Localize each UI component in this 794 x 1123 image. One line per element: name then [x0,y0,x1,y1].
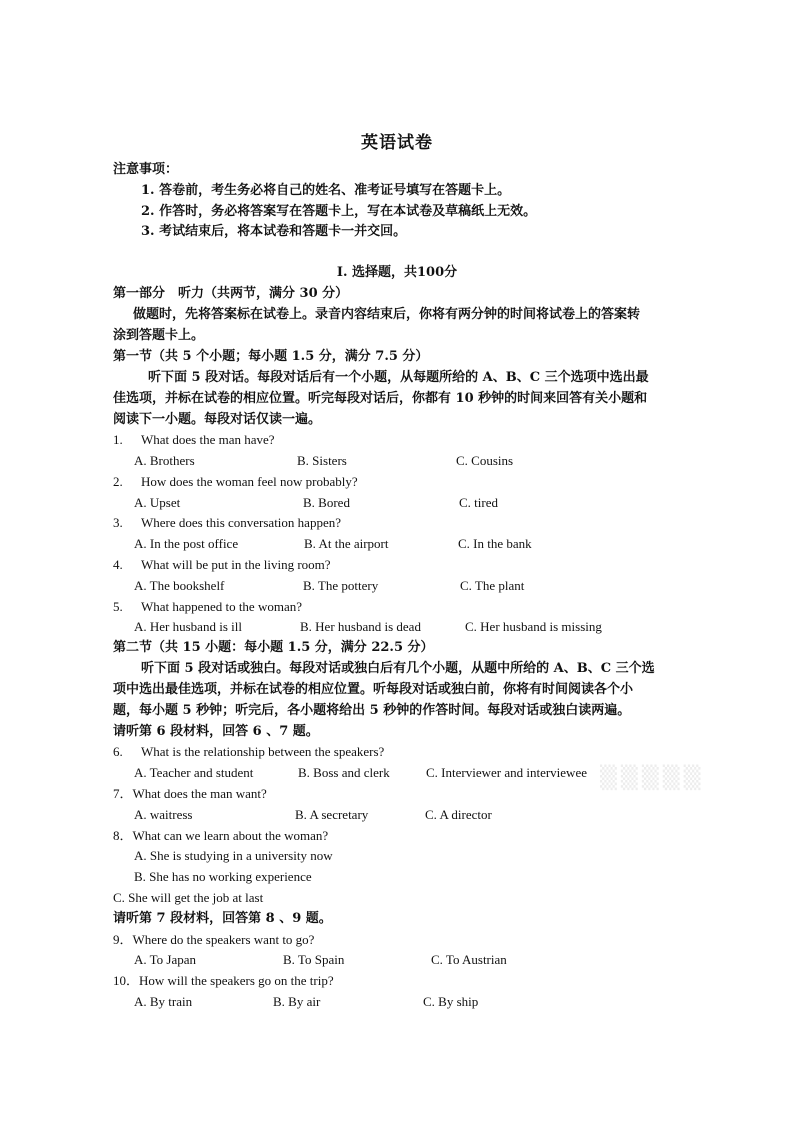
question-text: What will be put in the living room? [141,557,331,572]
question-number: 9． [113,932,133,947]
option-c: C. Interviewer and interviewee [426,765,587,780]
notice-item-3: 3. 考试结束后，将本试卷和答题卡一并交回。 [141,224,407,239]
question-number: 2. [113,474,123,489]
section2-instruction-line: 题，每小题 5 秒钟；听完后，各小题将给出 5 秒钟的作答时间。每段对话或独白读两遍。 [113,703,631,718]
notice-item-2: 2. 作答时，务必将答案写在答题卡上，写在本试卷及草稿纸上无效。 [141,204,537,219]
section2-heading: 第二节（共 15 小题：每小题 1.5 分，满分 22.5 分） [113,640,434,655]
question-body: Where do the speakers want to go? [132,932,315,947]
page-title: 英语试卷 [361,133,433,153]
question-number: 1. [113,432,123,447]
option-c: C. By ship [423,994,479,1009]
question-number: 8． [113,828,133,843]
section2-instruction-line: 听下面 5 段对话或独白。每段对话或独白后有几个小题，从题中所给的 A、B、C 三个选 [141,661,655,676]
question-text: What does the man have? [141,432,275,447]
material-6-heading: 请听第 6 段材料，回答 6 、7 题。 [113,724,319,739]
question-number: 7． [113,786,133,801]
option-b: B. Sisters [297,453,347,468]
option-b: B. Her husband is dead [300,619,421,634]
question-number: 6. [113,744,123,759]
option-c: C. She will get the job at last [113,890,264,905]
question-number: 5. [113,599,123,614]
option-b: B. At the airport [304,536,389,551]
option-b: B. Boss and clerk [298,765,390,780]
question-text: What is the relationship between the speakers? [141,744,385,759]
question-text: What happened to the woman? [141,599,302,614]
option-b: B. She has no working experience [134,869,312,884]
section1-instruction-line: 佳选项，并标在试卷的相应位置。听完每段对话后，你都有 10 秒钟的时间来回答有关小题和 [113,391,648,406]
option-a: A. In the post office [134,536,239,551]
question-body: What can we learn about the woman? [132,828,329,843]
option-a: A. To Japan [134,952,197,967]
section1-heading: 第一节（共 5 个小题；每小题 1.5 分，满分 7.5 分） [113,349,429,364]
question-text: Where does this conversation happen? [141,515,341,530]
section1-instruction-line: 听下面 5 段对话。每段对话后有一个小题，从每题所给的 A、B、C 三个选项中选出最 [148,370,649,385]
section-header: I. 选择题，共100分 [336,265,458,280]
question-text: How does the woman feel now probably? [141,474,358,489]
option-b: B. A secretary [295,807,369,822]
question-number: 10． [113,973,140,988]
section1-instruction-line: 阅读下一小题。每段对话仅读一遍。 [113,412,322,427]
option-b: B. Bored [303,495,350,510]
question-text [113,784,267,804]
option-a: A. Brothers [134,453,195,468]
question-text [113,826,328,846]
option-c: C. A director [425,807,492,822]
option-b: B. By air [273,994,321,1009]
option-a: A. waitress [134,807,193,822]
option-c: C. tired [459,495,498,510]
part1-instruction-line: 做题时，先将答案标在试卷上。录音内容结束后，你将有两分钟的时间将试卷上的答案转 [133,307,641,322]
option-a: A. By train [134,994,193,1009]
notice-heading: 注意事项： [113,162,179,177]
option-a: A. The bookshelf [134,578,225,593]
option-c: C. To Austrian [431,952,507,967]
option-a: A. She is studying in a university now [134,848,333,863]
question-number: 4. [113,557,123,572]
part1-heading: 第一部分 听力（共两节，满分 30 分） [113,286,349,301]
option-c: C. The plant [460,578,525,593]
part1-instruction-line: 涂到答题卡上。 [113,328,205,343]
option-a: A. Teacher and student [134,765,254,780]
option-c: C. Her husband is missing [465,619,602,634]
option-b: B. To Spain [283,952,345,967]
material-7-heading: 请听第 7 段材料，回答第 8 、9 题。 [113,911,332,926]
notice-item-1: 1. 答卷前，考生务必将自己的姓名、准考证号填写在答题卡上。 [141,183,511,198]
option-b: B. The pottery [303,578,379,593]
question-body: How will the speakers go on the trip? [139,973,334,988]
option-c: C. In the bank [458,536,532,551]
question-text [113,971,334,991]
watermark: ▒▒▒▒▒ [600,766,705,791]
option-a: A. Upset [134,495,181,510]
question-text [113,930,314,950]
option-c: C. Cousins [456,453,514,468]
question-number: 3. [113,515,123,530]
question-body: What does the man want? [132,786,267,801]
section2-instruction-line: 项中选出最佳选项，并标在试卷的相应位置。听每段对话或独白前，你将有时间阅读各个小 [113,682,634,697]
option-a: A. Her husband is ill [134,619,242,634]
